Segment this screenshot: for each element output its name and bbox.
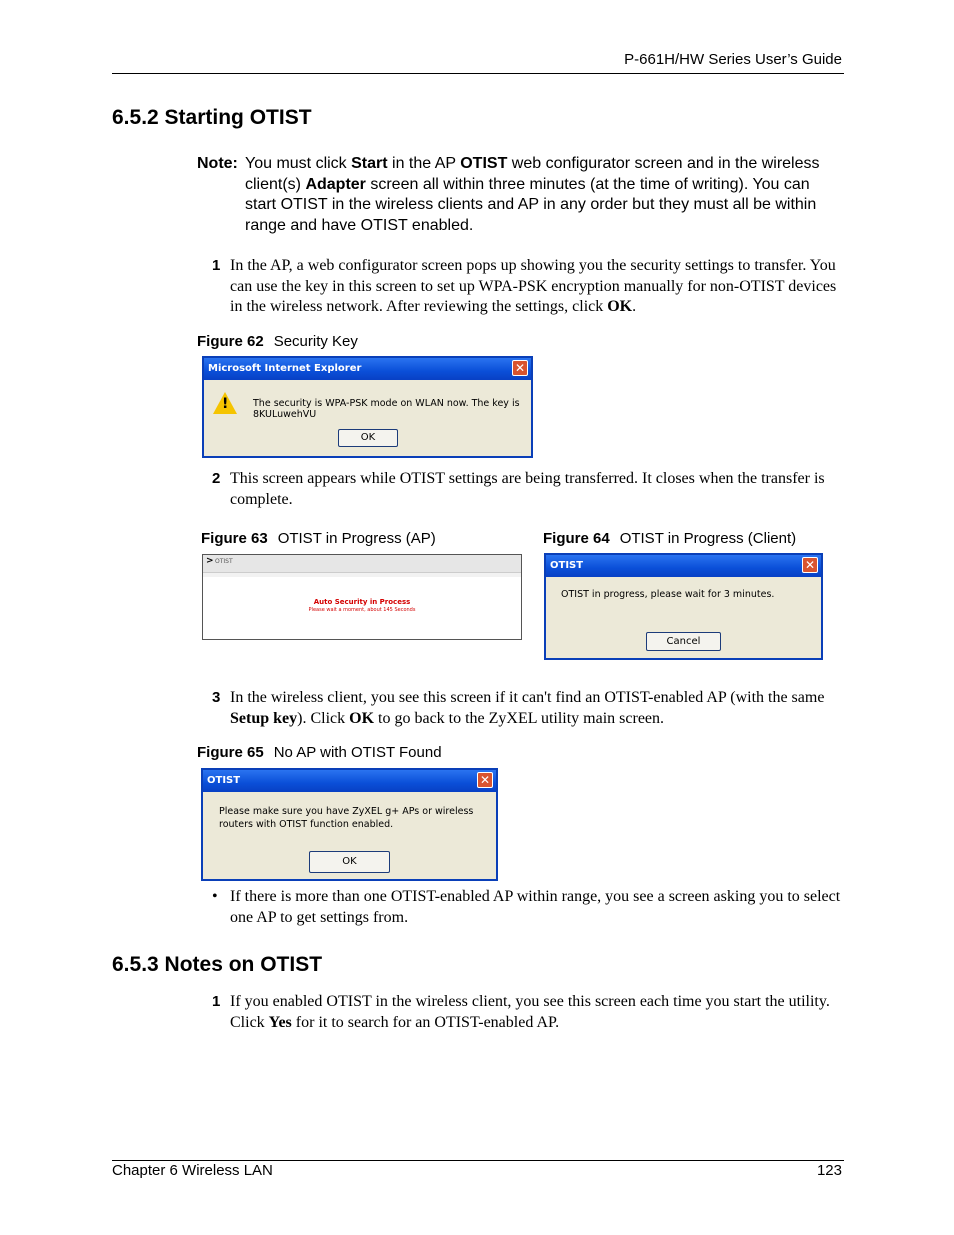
close-icon[interactable]: ✕ — [477, 772, 493, 788]
header-rule — [112, 73, 844, 74]
security-key-dialog — [202, 356, 533, 458]
close-icon[interactable]: ✕ — [802, 557, 818, 573]
dialog-title: Microsoft Internet Explorer — [208, 363, 362, 374]
dialog-title-bar — [204, 358, 531, 380]
dialog-title: OTIST — [207, 775, 241, 786]
figure-63-caption: Figure 63 OTIST in Progress (AP) — [201, 530, 436, 547]
step-2: 2 This screen appears while OTIST settings are being transferred. It closes when the transfer is complete. — [212, 470, 825, 508]
note-block — [197, 154, 837, 236]
otist-client-progress-dialog — [544, 553, 823, 660]
footer-rule — [112, 1160, 844, 1161]
panel-header-label: OTIST — [215, 558, 233, 565]
note-label: Note: — [197, 155, 238, 172]
section-heading-notes-on-otist: 6.5.3 Notes on OTIST — [112, 953, 323, 976]
warning-icon: ! — [213, 392, 237, 414]
chevron-right-icon: > — [206, 556, 214, 566]
otist-ap-progress-panel — [202, 554, 522, 640]
footer-page-number: 123 — [816, 1162, 842, 1179]
step-number: 1 — [212, 257, 221, 274]
dialog-message: OTIST in progress, please wait for 3 minutes. — [561, 589, 775, 600]
note-text: You must click Start in the AP OTIST web configurator screen and in the wireless client(s) Adapter screen all within three minutes (at the time of writing). You can start OTIST in the wireless clients and AP in any order but they must all be within range and have OTIST enabled. — [245, 155, 820, 234]
dialog-title-bar — [203, 770, 496, 792]
dialog-message: The security is WPA-PSK mode on WLAN now. The key is 8KULuwehVU — [253, 398, 520, 420]
close-icon[interactable]: ✕ — [512, 360, 528, 376]
figure-64-caption: Figure 64 OTIST in Progress (Client) — [543, 530, 797, 547]
step-number: 1 — [212, 993, 221, 1010]
progress-headline: Auto Security in Process — [313, 598, 411, 606]
running-header: P-661H/HW Series User’s Guide — [624, 51, 842, 68]
dialog-title: OTIST — [550, 560, 584, 571]
step-number: 2 — [212, 470, 221, 487]
bullet-mark: • — [212, 888, 218, 905]
dialog-message-line-2: routers with OTIST function enabled. — [219, 819, 394, 830]
section-heading-starting-otist: 6.5.2 Starting OTIST — [112, 106, 312, 129]
dialog-title-bar — [546, 555, 821, 577]
ok-button[interactable]: OK — [338, 429, 398, 447]
step-1: 1 In the AP, a web configurator screen pops up showing you the security settings to transfer. You can use the key in this screen to set up WPA-PSK encryption manually for non-OTIST devices in the wireless network. After reviewing the settings, click OK. — [212, 257, 837, 315]
bullet-item: • If there is more than one OTIST-enabled AP within range, you see a screen asking you to select one AP to get settings from. — [212, 888, 841, 926]
ok-button[interactable]: OK — [309, 851, 390, 873]
step-number: 3 — [212, 689, 221, 706]
footer-chapter: Chapter 6 Wireless LAN — [112, 1162, 273, 1179]
panel-header-bar — [203, 555, 521, 573]
dialog-message-line-1: Please make sure you have ZyXEL g+ APs or wireless — [219, 806, 474, 817]
cancel-button[interactable]: Cancel — [646, 632, 721, 651]
progress-subline: Please wait a moment, about 145 Seconds — [308, 607, 416, 613]
step-4: 1 If you enabled OTIST in the wireless client, you see this screen each time you start the utility. Click Yes for it to search for an OTIST-enabled AP. — [212, 993, 830, 1031]
no-ap-found-dialog — [201, 768, 498, 881]
figure-65-caption: Figure 65 No AP with OTIST Found — [197, 744, 442, 761]
figure-62-caption: Figure 62 Security Key — [197, 333, 358, 350]
step-3: 3 In the wireless client, you see this screen if it can't find an OTIST-enabled AP (with the same Setup key). Click OK to go back to the ZyXEL utility main screen. — [212, 689, 825, 727]
